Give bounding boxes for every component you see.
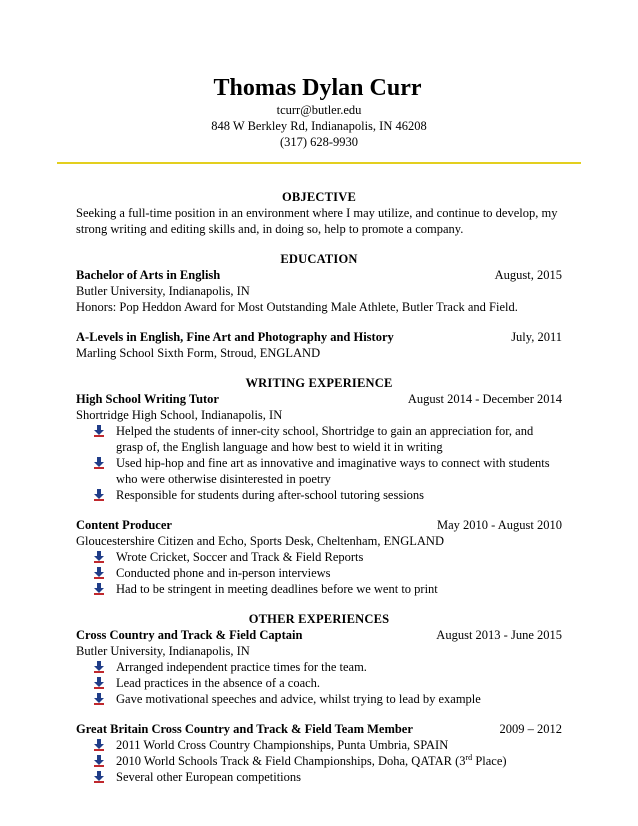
arrow-bullet-icon [93,677,105,689]
gb-team-date: 2009 – 2012 [499,722,562,736]
arrow-bullet-icon [93,489,105,501]
objective-title: OBJECTIVE [281,190,357,204]
arrow-bullet-icon [93,583,105,595]
arrow-bullet-icon [93,693,105,705]
tutor-heading: High School Writing Tutor [76,392,219,406]
arrow-bullet-icon [93,739,105,751]
resume-header [0,74,638,150]
header-divider [57,162,581,164]
list-item: 2010 World Schools Track & Field Championships, Doha, QATAR (3rd Place) [116,753,562,769]
writing-title: WRITING EXPERIENCE [245,376,393,390]
arrow-bullet-icon [93,551,105,563]
alevels-date: July, 2011 [511,330,562,344]
list-item: 2011 World Cross Country Championships, Punta Umbria, SPAIN [116,737,562,753]
producer-heading: Content Producer [76,518,172,532]
list-item: Arranged independent practice times for the team. [116,659,562,675]
other-entry-2-header [76,721,562,737]
tutor-bullets [76,423,562,503]
education-entry-1-school: Butler University, Indianapolis, IN [76,284,250,298]
resume-body [76,189,562,785]
candidate-name: Thomas Dylan Curr [213,75,422,101]
list-item: Used hip-hop and fine art as innovative and imaginative ways to connect with students who were otherwise disinterested in poetry [116,455,562,487]
list-item: Had to be stringent in meeting deadlines before we went to print [116,581,562,597]
arrow-bullet-icon [93,567,105,579]
captain-bullets [76,659,562,707]
arrow-bullet-icon [93,755,105,767]
list-item: Wrote Cricket, Soccer and Track & Field Reports [116,549,562,565]
list-item: Gave motivational speeches and advice, whilst trying to lead by example [116,691,562,707]
list-item: Several other European competitions [116,769,562,785]
gb-team-bullets [76,737,562,785]
producer-organization: Gloucestershire Citizen and Echo, Sports Desk, Cheltenham, ENGLAND [76,534,444,548]
captain-heading: Cross Country and Track & Field Captain [76,628,303,642]
list-item: Helped the students of inner-city school, Shortridge to gain an appreciation for, and grasp of, the English language and how best to wield it in writing [116,423,562,455]
list-item: Conducted phone and in-person interviews [116,565,562,581]
list-item: Lead practices in the absence of a coach. [116,675,562,691]
tutor-date: August 2014 - December 2014 [407,392,562,406]
email-text: tcurr@butler.edu [276,103,362,117]
education-title: EDUCATION [280,252,358,266]
education-entry-1-honors: Honors: Pop Heddon Award for Most Outstanding Male Athlete, Butler Track and Field. [76,300,518,314]
writing-entry-2-header [76,517,562,533]
writing-entry-1-header [76,391,562,407]
gb-team-heading: Great Britain Cross Country and Track & Field Team Member [76,722,413,736]
captain-organization: Butler University, Indianapolis, IN [76,644,250,658]
arrow-bullet-icon [93,457,105,469]
education-entry-2-header [76,329,562,345]
arrow-bullet-icon [93,425,105,437]
producer-date: May 2010 - August 2010 [437,518,562,532]
arrow-bullet-icon [93,661,105,673]
education-entry-1-header [76,267,562,283]
arrow-bullet-icon [93,771,105,783]
producer-bullets [76,549,562,597]
alevels-heading: A-Levels in English, Fine Art and Photography and History [76,330,394,344]
captain-date: August 2013 - June 2015 [436,628,562,642]
objective-text: Seeking a full-time position in an environment where I may utilize, and continue to develop, my strong writing and editing skills and, in doing so, help to promote a company. [76,206,558,236]
degree-date: August, 2015 [494,268,562,282]
education-entry-2-school: Marling School Sixth Form, Stroud, ENGLAND [76,346,321,360]
other-entry-1-header [76,627,562,643]
phone-text: (317) 628-9930 [279,135,359,149]
other-title: OTHER EXPERIENCES [248,612,390,626]
degree-heading: Bachelor of Arts in English [76,268,221,282]
tutor-organization: Shortridge High School, Indianapolis, IN [76,408,283,422]
list-item: Responsible for students during after-school tutoring sessions [116,487,562,503]
address-text: 848 W Berkley Rd, Indianapolis, IN 46208 [211,119,427,133]
